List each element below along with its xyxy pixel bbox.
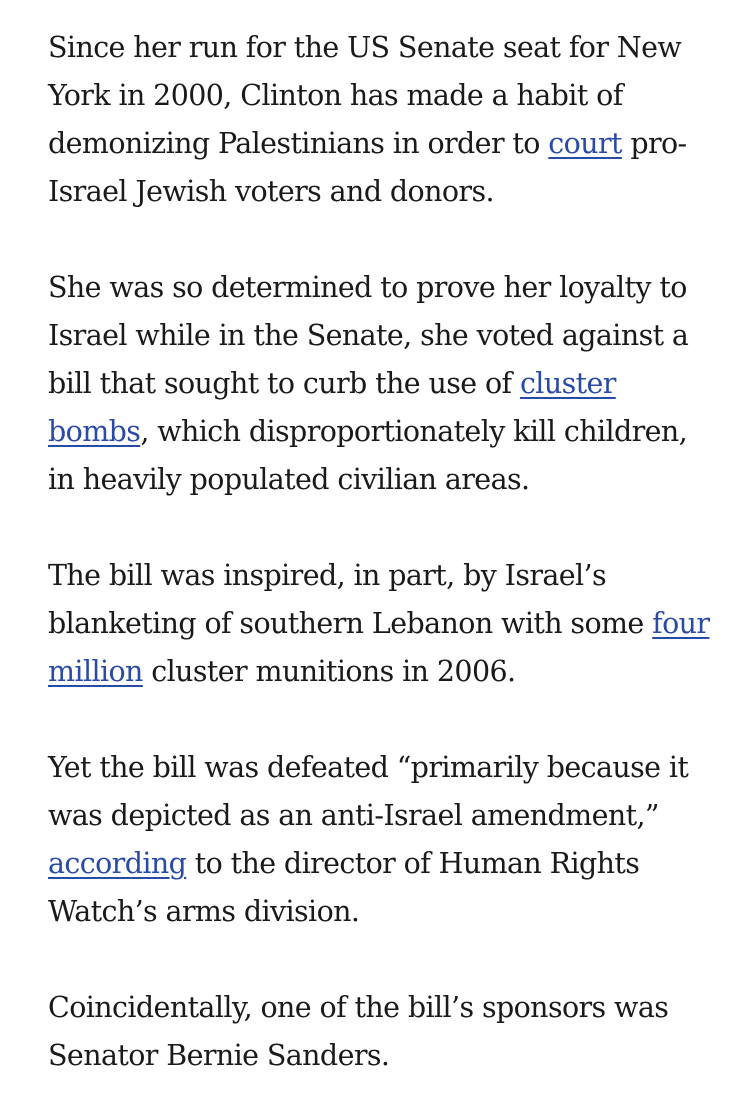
paragraph-text: to the director of Human Rights Watch’s arms division.: [48, 847, 640, 928]
paragraph-text: Since her run for the US Senate seat for New York in 2000, Clinton has made a habit of demonizing Palestinians in order to: [48, 31, 682, 160]
link-cluster-bombs[interactable]: cluster bombs: [48, 367, 616, 448]
article-body: [48, 24, 718, 1080]
paragraph-bill-inspiration: [48, 552, 718, 696]
paragraph-text: The bill was inspired, in part, by Israel’s blanketing of southern Lebanon with some: [48, 559, 653, 640]
paragraph-cluster-bombs-vote: [48, 264, 718, 504]
paragraph-sponsors: Coincidentally, one of the bill’s sponsors was Senator Bernie Sanders.: [48, 991, 669, 1072]
paragraph-text: She was so determined to prove her loyalty to Israel while in the Senate, she voted against a bill that sought to curb the use of: [48, 271, 689, 400]
paragraph-text: pro-Israel Jewish voters and donors.: [48, 127, 687, 208]
link-four-million[interactable]: four million: [48, 607, 710, 688]
paragraph-text: cluster munitions in 2006.: [142, 655, 516, 688]
link-according[interactable]: according: [48, 847, 187, 880]
paragraph-text: , which disproportionately kill children, in heavily populated civilian areas.: [48, 415, 688, 496]
paragraph-clinton-senate: [48, 24, 718, 216]
paragraph-bill-defeated: [48, 744, 718, 936]
paragraph-text: Yet the bill was defeated “primarily because it was depicted as an anti-Israel amendment,”: [48, 751, 689, 832]
link-court[interactable]: court: [548, 127, 622, 160]
